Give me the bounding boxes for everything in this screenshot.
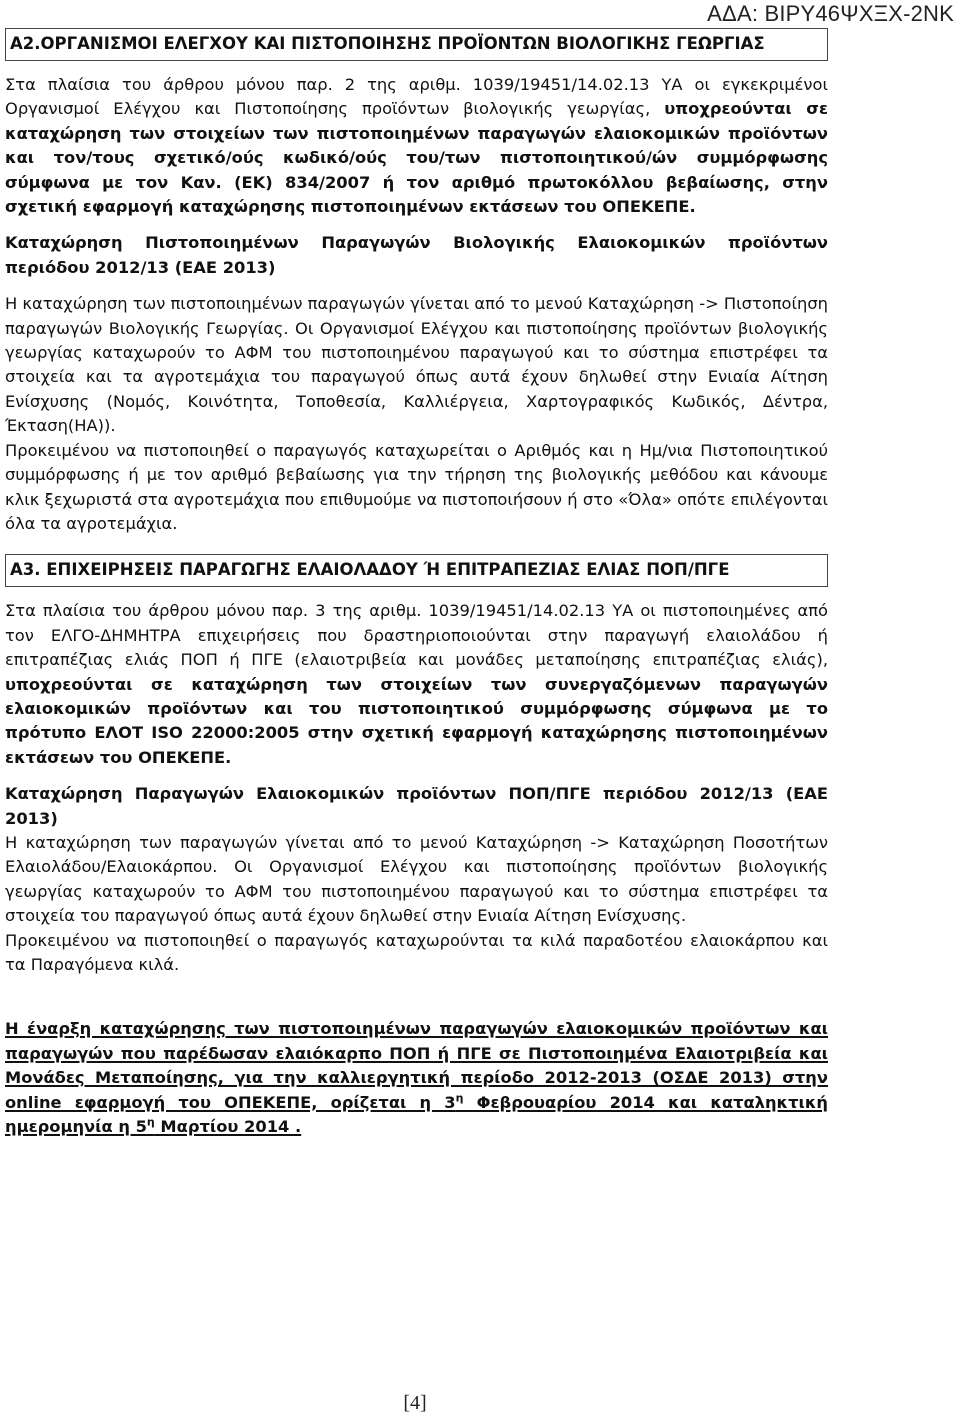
section-a3-para1: Η καταχώρηση των παραγωγών γίνεται από το μενού Καταχώρηση -> Καταχώρηση Ποσοτήτων Ελαιολάδου/Ελαιοκάρπου. Οι Οργανισμοί Ελέγχου και πιστοποίησης προϊόντων βιολογικής γεωργίας καταχωρούν το ΑΦΜ του πιστοποιημένου παραγωγού και το σύστημα επιστρέφει τα στοιχεία του παραγωγού όπως αυτά έχουν δηλωθεί στην Ενιαία Αίτηση Ενίσχυσης. [5, 832, 828, 926]
section-a3-intro [5, 599, 828, 770]
page-number: [4] [403, 1392, 427, 1414]
a3-intro-bold: υποχρεούνται σε καταχώρηση των στοιχείων των συνεργαζόμενων παραγωγών ελαιοκομικών προϊόντων και του πιστοποιητικού συμμόρφωσης σύμφωνα με το πρότυπο ΕΛΟΤ ISO 22000:2005 στην σχετική εφαρμογή καταχώρησης πιστοποιημένων εκτάσεων του ΟΠΕΚΕΠΕ. [5, 674, 828, 767]
section-a2-title: Α2.ΟΡΓΑΝΙΣΜΟΙ ΕΛΕΓΧΟΥ ΚΑΙ ΠΙΣΤΟΠΟΙΗΣΗΣ ΠΡΟΪΟΝΤΩΝ ΒΙΟΛΟΓΙΚΗΣ ΓΕΩΡΓΙΑΣ [5, 28, 828, 61]
final-notice-sup-b: η [146, 1115, 155, 1129]
a2-intro-bold: υποχρεούνται σε καταχώρηση των στοιχείων των πιστοποιημένων παραγωγών ελαιοκομικών προϊόντων και τον/τους σχετικό/ούς κωδικό/ούς του/των πιστοποιητικού/ών συμμόρφωσης σύμφωνα με τον Καν. (ΕΚ) 834/2007 ή τον αριθμό πρωτοκόλλου βεβαίωσης, στην σχετική εφαρμογή καταχώρησης πιστοποιημένων εκτάσεων του ΟΠΕΚΕΠΕ. [5, 99, 829, 217]
a2-intro-normal: Στα πλαίσια του άρθρου μόνου παρ. 2 της αριθμ. 1039/19451/14.02.13 ΥΑ οι εγκεκριμένοι Οργανισμοί Ελέγχου και Πιστοποίησης προϊόντων βιολογικής γεωργίας, [5, 75, 828, 119]
section-a3-title: Α3. ΕΠΙΧΕΙΡΗΣΕΙΣ ΠΑΡΑΓΩΓΗΣ ΕΛΑΙΟΛΑΔΟΥ Ή ΕΠΙΤΡΑΠΕΖΙΑΣ ΕΛΙΑΣ ΠΟΠ/ΠΓΕ [5, 554, 828, 587]
a3-intro-normal: Στα πλαίσια του άρθρου μόνου παρ. 3 της αριθμ. 1039/19451/14.02.13 ΥΑ οι πιστοποιημένες από τον ΕΛΓΟ-ΔΗΜΗΤΡΑ επιχειρήσεις που δραστηριοποιούνται στην παραγωγή ελαιολάδου ή επιτραπέζιας ελιάς ΠΟΠ ή ΠΓΕ (ελαιοτριβεία και μονάδες μεταποίησης επιτραπέζιας ελιάς), [5, 601, 828, 670]
section-a3-subheading: Καταχώρηση Παραγωγών Ελαιοκομικών προϊόντων ΠΟΠ/ΠΓΕ περιόδου 2012/13 (ΕΑΕ 2013) [5, 784, 828, 828]
final-notice-part-c: Μαρτίου 2014 . [154, 1117, 302, 1137]
final-notice-part-b: Φεβρουαρίου 2014 και καταληκτική ημερομηνία η 5 [5, 1092, 828, 1137]
section-a2-para2: Προκειμένου να πιστοποιηθεί ο παραγωγός καταχωρείται ο Αριθμός και η Ημ/νια Πιστοποιητικού συμμόρφωσης ή με τον αριθμό βεβαίωσης για την τήρηση της βιολογικής μεθόδου και κάνουμε κλικ ξεχωριστά στα αγροτεμάχια που επιθυμούμε να πιστοποιήσουν ή στο «Όλα» οπότε επιλέγονται όλα τα αγροτεμάχια. [5, 440, 828, 533]
ada-code: ΑΔΑ: ΒΙΡΥ46ΨΧΞΧ-2ΝΚ [707, 1, 954, 26]
section-a2-intro [5, 73, 828, 219]
final-notice-part-a: Η έναρξη καταχώρησης των πιστοποιημένων παραγωγών ελαιοκομικών προϊόντων και παραγωγών που παρέδωσαν ελαιόκαρπο ΠΟΠ ή ΠΓΕ σε Πιστοποιημένα Ελαιοτριβεία και Μονάδες Μεταποίησης, για την καλλιεργητική περίοδο 2012-2013 (ΟΣΔΕ 2013) στην online εφαρμογή του ΟΠΕΚΕΠΕ, ορίζεται η 3 [5, 1019, 828, 1112]
section-a3-para2: Προκειμένου να πιστοποιηθεί ο παραγωγός καταχωρούνται τα κιλά παραδοτέου ελαιοκάρπου και τα Παραγόμενα κιλά. [5, 930, 828, 974]
final-notice-sup-a: η [455, 1091, 464, 1105]
section-a2-para1: Η καταχώρηση των πιστοποιημένων παραγωγών γίνεται από το μενού Καταχώρηση -> Πιστοποίηση παραγωγών Βιολογικής Γεωργίας. Οι Οργανισμοί Ελέγχου και πιστοποίησης προϊόντων βιολογικής γεωργίας καταχωρούν το ΑΦΜ του πιστοποιημένου παραγωγού και το σύστημα επιστρέφει τα στοιχεία και τα αγροτεμάχια του παραγωγού όπως αυτά έχουν δηλωθεί στην Ενιαία Αίτηση Ενίσχυσης (Νομός, Κοινότητα, Τοποθεσία, Καλλιέργεια, Χαρτογραφικός Κωδικός, Δέντρα, Έκταση(ΗΑ)). [5, 294, 828, 436]
section-a2-subheading: Καταχώρηση Πιστοποιημένων Παραγωγών Βιολογικής Ελαιοκομικών προϊόντων περιόδου 2012/13 (ΕΑΕ 2013) [5, 233, 828, 277]
document-body [5, 28, 828, 1139]
final-notice [5, 1017, 828, 1139]
